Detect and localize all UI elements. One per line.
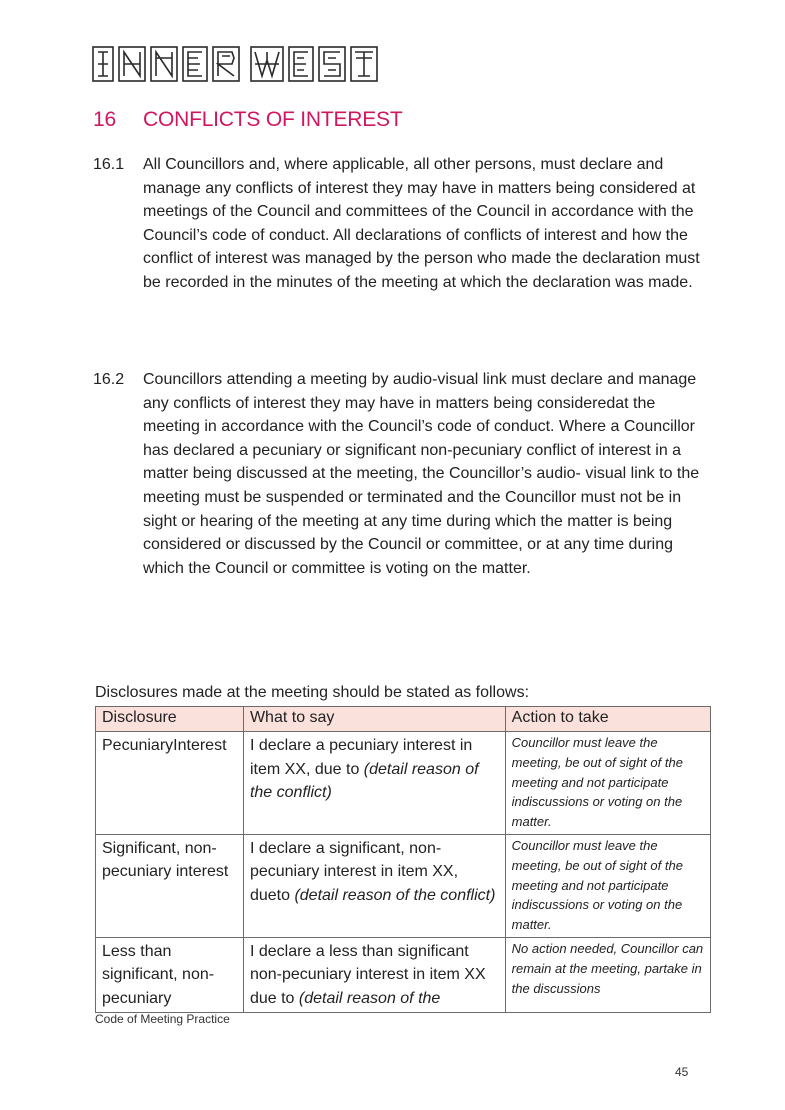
disclosure-cell: Less than significant, non-pecuniary: [96, 937, 244, 1013]
action-cell: Councillor must leave the meeting, be out of sight of the meeting and not participate indiscussions or voting on the matter.: [505, 732, 710, 835]
say-reason: (detail reason of the conflict): [249, 760, 479, 801]
clause-text: Councillors attending a meeting by audio-visual link must declare and manage any conflicts of interest they may have in matters being consideredat the meeting in accordance with the Council’s code of conduct. Where a Councillor has declared a pecuniary or significant non-pecuniary conflict of interest in a matter being discussed at the meeting, the Councillor’s audio- visual link to the meeting must be suspended or terminated and the Councillor must not be in sight or hearing of the meeting at any time during which the matter is being considered or discussed by the Council or committee, or at any time during which the Council or committee is voting on the matter.: [143, 371, 700, 577]
table-row: [96, 732, 711, 835]
page-number: 45: [675, 1065, 689, 1079]
say-reason: (detail reason of the conflict): [294, 886, 496, 904]
what-to-say-cell: [243, 732, 505, 835]
what-to-say-cell: [243, 937, 505, 1013]
disclosures-table: [95, 706, 711, 1013]
disclosure-cell: Significant, non-pecuniary interest: [96, 834, 244, 937]
say-text: I declare a significant, non-pecuniary interest in item XX, dueto: [249, 839, 459, 904]
table-row: [96, 937, 711, 1013]
action-cell: No action needed, Councillor can remain at the meeting, partake in the discussions: [505, 937, 710, 1013]
clause-16-2: [93, 368, 703, 580]
what-to-say-cell: [243, 834, 505, 937]
clause-number: 16.1: [93, 156, 125, 173]
section-title: CONFLICTS OF INTEREST: [143, 108, 403, 131]
clause-text: All Councillors and, where applicable, all other persons, must declare and manage any conflicts of interest they may have in matters being considered at meetings of the Council and committees of the Council in accordance with the Council’s code of conduct. All declarations of conflicts of interest and how the conflict of interest was managed by the person who made the declaration must be recorded in the minutes of the meeting at which the declaration was made.: [143, 156, 700, 291]
inner-west-logo: [92, 46, 392, 82]
table-intro: Disclosures made at the meeting should be stated as follows:: [95, 684, 530, 701]
header-action-to-take: Action to take: [505, 707, 710, 732]
say-reason: (detail reason of the: [298, 989, 441, 1007]
table-row: [96, 834, 711, 937]
say-text: I declare a pecuniary interest in item XX, due to: [249, 737, 473, 778]
section-number: 16: [93, 108, 116, 131]
section-heading: [93, 108, 402, 132]
say-text: I declare a less than significant non-pecuniary interest in item XX due to: [249, 942, 486, 1007]
clause-16-1: [93, 153, 703, 295]
table-header-row: [96, 707, 711, 732]
disclosure-cell: PecuniaryInterest: [96, 732, 244, 835]
footer-document-title: Code of Meeting Practice: [95, 1012, 230, 1026]
clause-number: 16.2: [93, 371, 125, 388]
header-disclosure: Disclosure: [96, 707, 244, 732]
header-what-to-say: What to say: [243, 707, 505, 732]
action-cell: Councillor must leave the meeting, be out of sight of the meeting and not participate indiscussions or voting on the matter.: [505, 834, 710, 937]
